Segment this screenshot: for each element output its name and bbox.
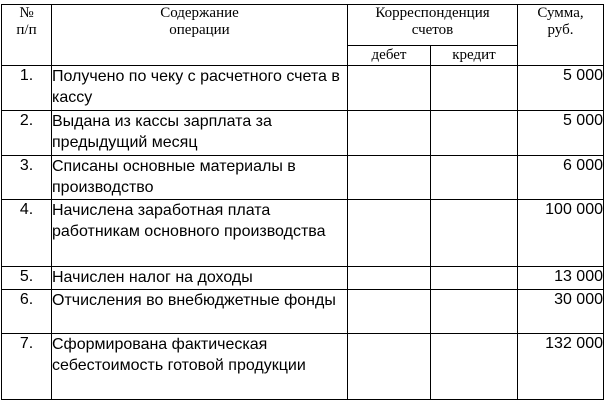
row-credit: [431, 334, 518, 400]
header-credit: кредит: [431, 45, 518, 66]
row-description: Получено по чеку с расчетного счета в кассу: [52, 66, 348, 111]
row-credit: [431, 289, 518, 334]
row-amount: 30 000: [518, 289, 604, 334]
row-number: 3.: [2, 155, 52, 200]
table-row: [2, 155, 604, 200]
row-debit: [348, 66, 431, 111]
header-sum-line1: Сумма,: [537, 5, 584, 21]
row-credit: [431, 266, 518, 289]
row-description: Отчисления во внебюджетные фонды: [52, 289, 348, 334]
row-debit: [348, 200, 431, 267]
header-number-line1: №: [19, 5, 34, 21]
row-amount: 132 000: [518, 334, 604, 400]
header-content: [52, 5, 348, 66]
row-description: Выдана из кассы зарплата за предыдущий месяц: [52, 111, 348, 156]
row-amount: 100 000: [518, 200, 604, 267]
table-row: [2, 111, 604, 156]
header-correspondence-line2: счетов: [411, 22, 454, 38]
header-content-line2: операции: [169, 22, 230, 38]
header-sum: [518, 5, 604, 66]
header-number-line2: п/п: [16, 22, 37, 38]
row-description: Начислена заработная плата работникам основного производства: [52, 200, 348, 267]
row-number: 7.: [2, 334, 52, 400]
table-row: [2, 200, 604, 267]
row-number: 2.: [2, 111, 52, 156]
row-amount: 5 000: [518, 66, 604, 111]
row-debit: [348, 266, 431, 289]
row-credit: [431, 155, 518, 200]
header-correspondence-line1: Корреспонденция: [375, 5, 490, 21]
row-credit: [431, 111, 518, 156]
header-correspondence: [348, 5, 518, 46]
row-credit: [431, 200, 518, 267]
header-sum-line2: руб.: [547, 22, 574, 38]
row-description: Сформирована фактическая себестоимость готовой продукции: [52, 334, 348, 400]
header-content-line1: Содержание: [160, 5, 239, 21]
header-number: [2, 5, 52, 66]
row-amount: 13 000: [518, 266, 604, 289]
table-row: [2, 66, 604, 111]
row-description: Начислен налог на доходы: [52, 266, 348, 289]
header-row: [2, 5, 604, 46]
row-number: 1.: [2, 66, 52, 111]
header-debit: дебет: [348, 45, 431, 66]
row-debit: [348, 111, 431, 156]
row-debit: [348, 334, 431, 400]
row-amount: 6 000: [518, 155, 604, 200]
row-credit: [431, 66, 518, 111]
row-debit: [348, 289, 431, 334]
row-debit: [348, 155, 431, 200]
row-number: 4.: [2, 200, 52, 267]
table-row: [2, 334, 604, 400]
operations-table: [1, 4, 604, 400]
row-amount: 5 000: [518, 111, 604, 156]
table-row: [2, 289, 604, 334]
row-description: Списаны основные материалы в производство: [52, 155, 348, 200]
row-number: 6.: [2, 289, 52, 334]
row-number: 5.: [2, 266, 52, 289]
table-row: [2, 266, 604, 289]
